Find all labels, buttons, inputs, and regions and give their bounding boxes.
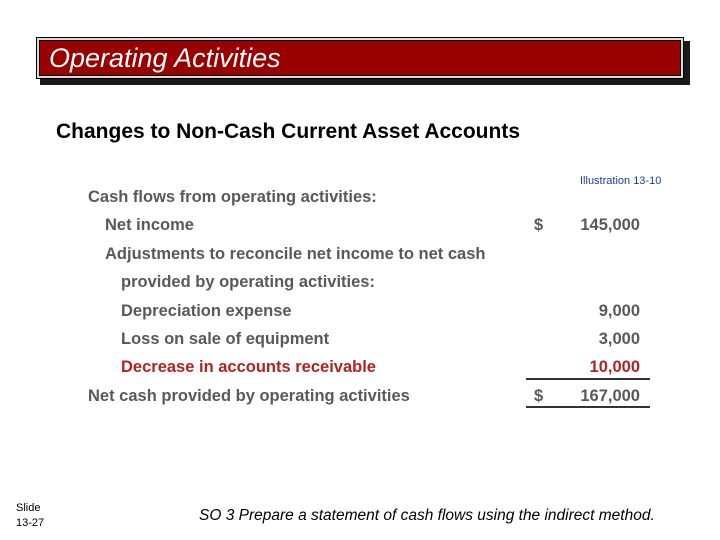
slide-title: Operating Activities <box>49 43 281 73</box>
statement-heading-row <box>0 183 720 211</box>
loss-on-sale-row <box>0 325 720 353</box>
net-cash-amount: 167,000 <box>580 387 640 405</box>
decrease-ar-label: Decrease in accounts receivable <box>121 358 376 376</box>
slide-label: Slide <box>16 502 41 514</box>
net-income-amount: 145,000 <box>580 216 640 234</box>
depreciation-label: Depreciation expense <box>121 302 292 320</box>
adjustments-label-continued: provided by operating activities: <box>121 273 375 291</box>
net-cash-label: Net cash provided by operating activities <box>88 387 410 405</box>
slide-number: 13-27 <box>16 517 45 529</box>
illustration-reference: Illustration 13-10 <box>580 175 662 187</box>
adjustments-continued-row <box>0 268 720 296</box>
decrease-ar-row <box>0 353 720 381</box>
slide-number-block <box>16 501 44 531</box>
adjustments-label: Adjustments to reconcile net income to net cash <box>105 245 486 263</box>
adjustments-row <box>0 240 720 268</box>
depreciation-row <box>0 297 720 325</box>
study-objective: SO 3 Prepare a statement of cash flows using the indirect method. <box>199 507 655 524</box>
depreciation-amount: 9,000 <box>598 302 640 320</box>
loss-on-sale-amount: 3,000 <box>598 330 640 348</box>
loss-on-sale-label: Loss on sale of equipment <box>121 330 330 348</box>
statement-heading: Cash flows from operating activities: <box>88 188 377 206</box>
title-bar <box>36 37 684 79</box>
net-income-label: Net income <box>105 216 194 234</box>
net-income-row <box>0 211 720 239</box>
slide-subtitle: Changes to Non-Cash Current Asset Accounts <box>56 120 520 143</box>
subtotal-rule <box>526 378 650 380</box>
net-cash-dollar-sign: $ <box>534 387 544 405</box>
decrease-ar-amount: 10,000 <box>589 358 640 376</box>
net-income-dollar-sign: $ <box>534 216 544 234</box>
total-rule <box>526 406 650 408</box>
